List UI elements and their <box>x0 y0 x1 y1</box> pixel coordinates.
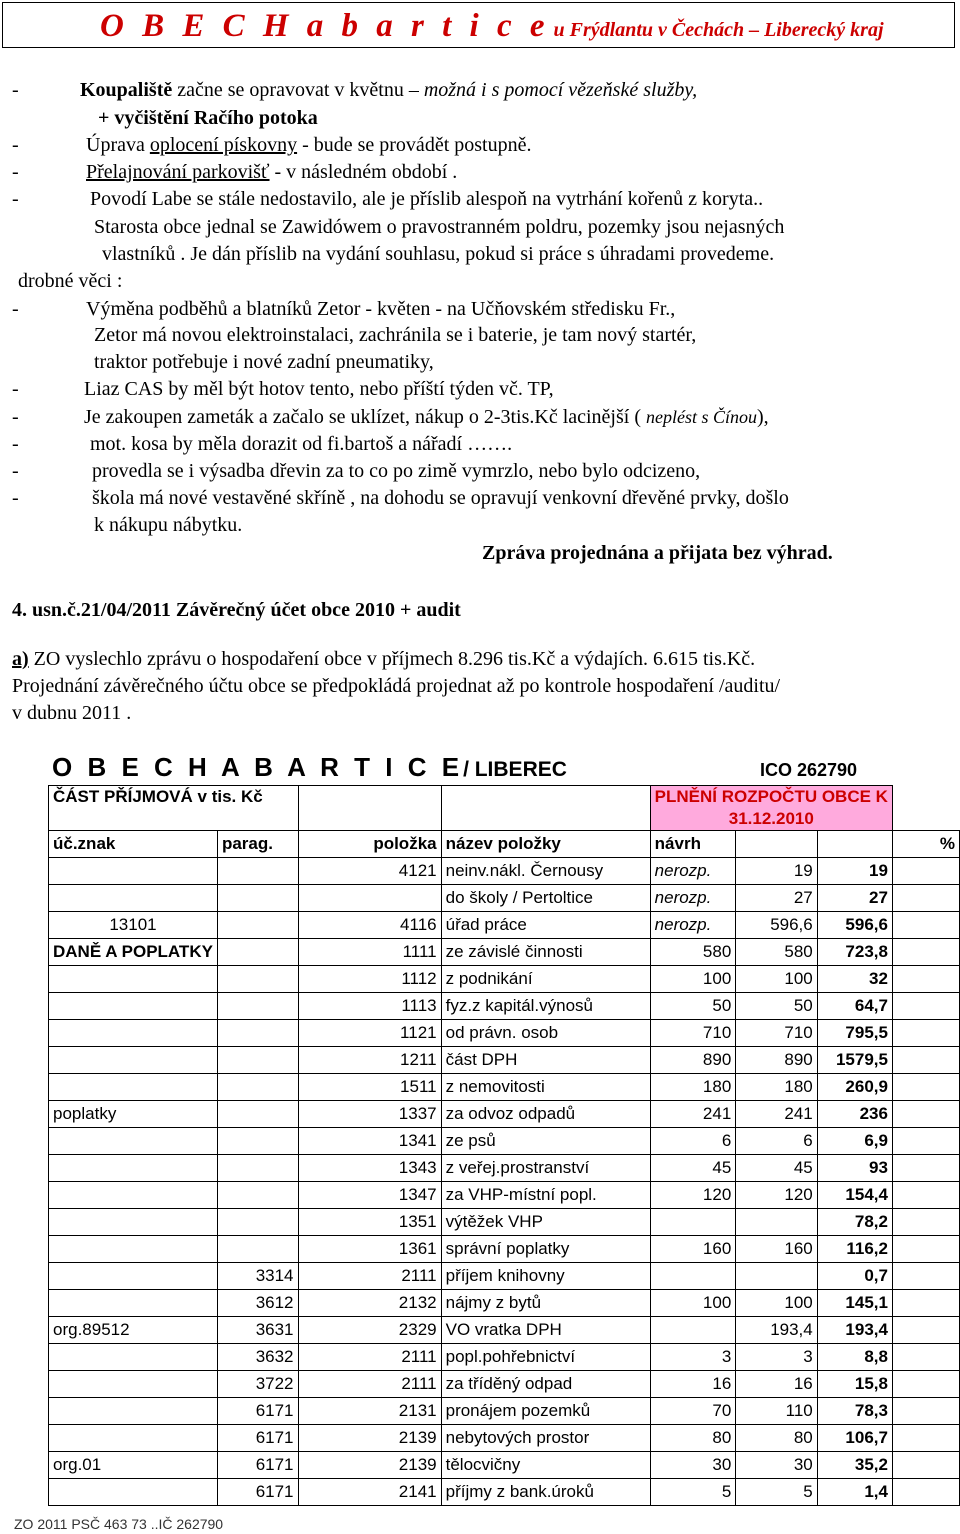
cell-parag <box>217 858 298 885</box>
cell-uc-znak <box>49 1128 218 1155</box>
table-row <box>49 885 960 912</box>
cell-uc-znak <box>49 1209 218 1236</box>
cell-parag <box>217 1155 298 1182</box>
cell-pct <box>892 993 959 1020</box>
cell-navrh: 50 <box>650 993 736 1020</box>
cell-navrh: 180 <box>650 1074 736 1101</box>
cell-nazev: do školy / Pertoltice <box>441 885 650 912</box>
cell-uc-znak <box>49 858 218 885</box>
cell-uc-znak: 13101 <box>49 912 218 939</box>
cell-navrh: 580 <box>650 939 736 966</box>
cell-parag <box>217 912 298 939</box>
line-starosta: Starosta obce jednal se Zawidówem o pravostranném poldru, pozemky jsou nejasných <box>94 216 785 238</box>
cell-upraveny: 19 <box>736 858 817 885</box>
cell-parag <box>217 885 298 912</box>
cell-uc-znak <box>49 1398 218 1425</box>
cell-parag <box>217 1047 298 1074</box>
cell-upraveny: 100 <box>736 966 817 993</box>
line-kosa: - mot. kosa by měla dorazit od fi.bartoš a nářadí ……. <box>12 433 513 455</box>
cell-plneni: 723,8 <box>817 939 892 966</box>
cell-uc-znak <box>49 1263 218 1290</box>
cell-polozka: 1343 <box>298 1155 441 1182</box>
cell-parag: 3722 <box>217 1371 298 1398</box>
cell-plneni: 93 <box>817 1155 892 1182</box>
cell-nazev: za tříděný odpad <box>441 1371 650 1398</box>
cell-parag: 6171 <box>217 1479 298 1506</box>
cell-pct <box>892 1479 959 1506</box>
cell-upraveny: 45 <box>736 1155 817 1182</box>
cell-plneni: 78,3 <box>817 1398 892 1425</box>
cell-uc-znak <box>49 885 218 912</box>
cell-uc-znak <box>49 993 218 1020</box>
line-vysadba: - provedla se i výsadba dřevin za to co po zimě vymrzlo, nebo bylo odcizeno, <box>12 460 701 482</box>
cell-plneni: 15,8 <box>817 1371 892 1398</box>
cell-upraveny: 180 <box>736 1074 817 1101</box>
line-koupaliste: - Koupaliště začne se opravovat v květnu – možná i s pomocí vězeňské služby, <box>12 79 698 101</box>
line-liaz: - Liaz CAS by měl být hotov tento, nebo příští týden vč. TP, <box>12 378 554 400</box>
cell-plneni: 8,8 <box>817 1344 892 1371</box>
cell-uc-znak: DANĚ A POPLATKY <box>49 939 218 966</box>
approved-note: Zpráva projednána a přijata bez výhrad. <box>482 542 833 564</box>
cell-plneni: 78,2 <box>817 1209 892 1236</box>
cell-polozka: 1361 <box>298 1236 441 1263</box>
cell-pct <box>892 1452 959 1479</box>
cell-parag: 3631 <box>217 1317 298 1344</box>
cell-polozka: 1113 <box>298 993 441 1020</box>
cell-upraveny: 193,4 <box>736 1317 817 1344</box>
cell-navrh: 30 <box>650 1452 736 1479</box>
cell-navrh: 3 <box>650 1344 736 1371</box>
table-row <box>49 1371 960 1398</box>
cell-plneni: 6,9 <box>817 1128 892 1155</box>
cell-navrh: 890 <box>650 1047 736 1074</box>
cell-uc-znak <box>49 1371 218 1398</box>
footer: ZO 2011 PSČ 463 73 ..IČ 262790 <box>14 1516 224 1532</box>
cell-pct <box>892 1155 959 1182</box>
table-header-row1 <box>49 786 960 831</box>
cell-navrh: 16 <box>650 1371 736 1398</box>
cell-plneni: 1,4 <box>817 1479 892 1506</box>
cell-plneni: 145,1 <box>817 1290 892 1317</box>
resolution-title: 4. usn.č.21/04/2011 Závěrečný účet obce 2010 + audit <box>12 599 461 621</box>
cell-polozka: 1347 <box>298 1182 441 1209</box>
cell-uc-znak: org.89512 <box>49 1317 218 1344</box>
cell-upraveny: 80 <box>736 1425 817 1452</box>
cell-parag: 3612 <box>217 1290 298 1317</box>
cell-plneni: 106,7 <box>817 1425 892 1452</box>
cell-uc-znak <box>49 1074 218 1101</box>
cell-nazev: neinv.nákl. Černousy <box>441 858 650 885</box>
table-row <box>49 858 960 885</box>
line-vymena: - Výměna podběhů a blatníků Zetor - květen - na Učňovském středisku Fr., <box>12 298 676 320</box>
cell-nazev: nájmy z bytů <box>441 1290 650 1317</box>
line-skola: - škola má nové vestavěné skříně , na dohodu se opravují venkovní dřevěné prvky, došlo <box>12 487 789 509</box>
cell-nazev: z podnikání <box>441 966 650 993</box>
cell-polozka: 2139 <box>298 1452 441 1479</box>
cell-polozka: 1111 <box>298 939 441 966</box>
cell-parag <box>217 1209 298 1236</box>
cell-polozka: 4121 <box>298 858 441 885</box>
cell-polozka: 1112 <box>298 966 441 993</box>
cell-plneni: 236 <box>817 1101 892 1128</box>
cell-nazev: od právn. osob <box>441 1020 650 1047</box>
cell-nazev: pronájem pozemků <box>441 1398 650 1425</box>
cell-polozka: 1341 <box>298 1128 441 1155</box>
cell-plneni: 193,4 <box>817 1317 892 1344</box>
cell-uc-znak <box>49 1344 218 1371</box>
table-row <box>49 966 960 993</box>
cell-navrh <box>650 1317 736 1344</box>
cell-pct <box>892 1290 959 1317</box>
cell-nazev: ze závislé činnosti <box>441 939 650 966</box>
cell-parag <box>217 1101 298 1128</box>
col-polozka: položka <box>298 831 441 858</box>
cell-navrh: nerozp. <box>650 885 736 912</box>
cell-pct <box>892 1101 959 1128</box>
table-row <box>49 939 960 966</box>
line-parkoviste: - Přelajnování parkovišť - v následném období . <box>12 161 458 183</box>
cell-polozka: 1121 <box>298 1020 441 1047</box>
line-drobne-veci: drobné věci : <box>18 270 123 292</box>
cell-upraveny: 596,6 <box>736 912 817 939</box>
cell-polozka <box>298 885 441 912</box>
cell-pct <box>892 1317 959 1344</box>
cell-navrh: nerozp. <box>650 858 736 885</box>
cell-plneni: 64,7 <box>817 993 892 1020</box>
cell-polozka: 2132 <box>298 1290 441 1317</box>
cell-navrh: 241 <box>650 1101 736 1128</box>
cell-nazev: za VHP-místní popl. <box>441 1182 650 1209</box>
table-row <box>49 1425 960 1452</box>
table-row <box>49 1452 960 1479</box>
cell-parag <box>217 1020 298 1047</box>
cell-navrh: 100 <box>650 1290 736 1317</box>
table-row <box>49 993 960 1020</box>
cell-pct <box>892 912 959 939</box>
cell-nazev: fyz.z kapitál.výnosů <box>441 993 650 1020</box>
cell-plneni: 154,4 <box>817 1182 892 1209</box>
cell-nazev: popl.pohřebnictví <box>441 1344 650 1371</box>
cell-uc-znak: poplatky <box>49 1101 218 1128</box>
resolution-a: a) ZO vyslechlo zprávu o hospodaření obce v příjmech 8.296 tis.Kč a výdajích. 6.615 tis.Kč. <box>12 648 756 670</box>
cell-plneni: 116,2 <box>817 1236 892 1263</box>
cell-pct <box>892 1425 959 1452</box>
title-sub: u Frýdlantu v Čechách – Liberecký kraj <box>553 19 884 41</box>
resolution-line3: v dubnu 2011 . <box>12 702 132 724</box>
cell-polozka: 2111 <box>298 1263 441 1290</box>
cell-plneni: 27 <box>817 885 892 912</box>
table-row <box>49 1101 960 1128</box>
cell-pct <box>892 1263 959 1290</box>
table-row <box>49 1020 960 1047</box>
table-header-row2 <box>49 831 960 858</box>
table-row <box>49 1209 960 1236</box>
cell-parag <box>217 1182 298 1209</box>
cell-upraveny: 6 <box>736 1128 817 1155</box>
cell-polozka: 2329 <box>298 1317 441 1344</box>
cell-upraveny: 27 <box>736 885 817 912</box>
cell-navrh: 70 <box>650 1398 736 1425</box>
cell-nazev: část DPH <box>441 1047 650 1074</box>
cell-upraveny: 110 <box>736 1398 817 1425</box>
cell-pct <box>892 1209 959 1236</box>
cell-navrh: 45 <box>650 1155 736 1182</box>
table-row <box>49 1074 960 1101</box>
cell-pct <box>892 1128 959 1155</box>
table-obec-title: O B E C H A B A R T I C E/ LIBEREC <box>52 752 567 782</box>
cell-upraveny: 241 <box>736 1101 817 1128</box>
cell-pct <box>892 885 959 912</box>
cell-uc-znak <box>49 1155 218 1182</box>
cell-pct <box>892 858 959 885</box>
cell-uc-znak <box>49 1047 218 1074</box>
col-uc-znak: úč.znak <box>49 831 218 858</box>
cell-parag: 6171 <box>217 1398 298 1425</box>
cell-upraveny: 5 <box>736 1479 817 1506</box>
cell-parag <box>217 966 298 993</box>
cell-nazev: příjem knihovny <box>441 1263 650 1290</box>
table-row <box>49 1479 960 1506</box>
table-row <box>49 1182 960 1209</box>
cell-upraveny <box>736 1263 817 1290</box>
cast-prijmova: ČÁST PŘÍJMOVÁ v tis. Kč <box>49 786 299 831</box>
line-nabytek: k nákupu nábytku. <box>94 514 243 536</box>
col-parag: parag. <box>217 831 298 858</box>
cell-polozka: 1211 <box>298 1047 441 1074</box>
cell-polozka: 2111 <box>298 1371 441 1398</box>
cell-parag <box>217 1128 298 1155</box>
table-row <box>49 912 960 939</box>
cell-polozka: 2131 <box>298 1398 441 1425</box>
cell-uc-znak <box>49 1290 218 1317</box>
cell-pct <box>892 1398 959 1425</box>
cell-uc-znak <box>49 1479 218 1506</box>
cell-navrh: 6 <box>650 1128 736 1155</box>
line-rací-potok: + vyčištění Račího potoka <box>98 107 318 129</box>
cell-plneni: 0,7 <box>817 1263 892 1290</box>
cell-navrh: 160 <box>650 1236 736 1263</box>
cell-nazev: příjmy z bank.úroků <box>441 1479 650 1506</box>
cell-plneni: 1579,5 <box>817 1047 892 1074</box>
cell-parag: 3314 <box>217 1263 298 1290</box>
cell-navrh <box>650 1263 736 1290</box>
cell-polozka: 2141 <box>298 1479 441 1506</box>
line-zetor: Zetor má novou elektroinstalaci, zachránila se i baterie, je tam nový startér, <box>94 324 697 346</box>
col-nazev: název položky <box>441 831 650 858</box>
table-row <box>49 1047 960 1074</box>
resolution-line2: Projednání závěrečného účtu obce se předpokládá projednat až po kontrole hospodaření /auditu/ <box>12 675 781 697</box>
table-row <box>49 1398 960 1425</box>
cell-polozka: 4116 <box>298 912 441 939</box>
cell-nazev: z veřej.prostranství <box>441 1155 650 1182</box>
cell-nazev: nebytových prostor <box>441 1425 650 1452</box>
cell-pct <box>892 1236 959 1263</box>
cell-navrh: 5 <box>650 1479 736 1506</box>
table-row <box>49 1317 960 1344</box>
cell-parag <box>217 993 298 1020</box>
cell-navrh: 80 <box>650 1425 736 1452</box>
budget-table <box>48 785 960 1506</box>
cell-upraveny: 890 <box>736 1047 817 1074</box>
cell-upraveny: 50 <box>736 993 817 1020</box>
cell-polozka: 1351 <box>298 1209 441 1236</box>
cell-upraveny: 3 <box>736 1344 817 1371</box>
cell-navrh: nerozp. <box>650 912 736 939</box>
cell-nazev: správní poplatky <box>441 1236 650 1263</box>
cell-plneni: 596,6 <box>817 912 892 939</box>
cell-upraveny: 30 <box>736 1452 817 1479</box>
cell-polozka: 1337 <box>298 1101 441 1128</box>
line-pisковна: - Úprava oplocení pískovny - bude se provádět postupně. <box>12 134 532 156</box>
cell-upraveny <box>736 1209 817 1236</box>
cell-upraveny: 580 <box>736 939 817 966</box>
title-main: O B E C H a b a r t i c e <box>100 8 550 44</box>
cell-polozka: 2139 <box>298 1425 441 1452</box>
cell-upraveny: 160 <box>736 1236 817 1263</box>
cell-plneni: 260,9 <box>817 1074 892 1101</box>
cell-uc-znak <box>49 1020 218 1047</box>
ico-label: ICO 262790 <box>760 760 858 780</box>
line-zametak: - Je zakoupen zameták a začalo se uklízet, nákup o 2-3tis.Kč lacinější ( neplést s Čínou), <box>12 406 769 428</box>
cell-polozka: 1511 <box>298 1074 441 1101</box>
cell-parag: 3632 <box>217 1344 298 1371</box>
cell-uc-znak <box>49 966 218 993</box>
cell-parag <box>217 1074 298 1101</box>
plneni-header: PLNĚNÍ ROZPOČTU OBCE K 31.12.2010 <box>650 786 892 831</box>
cell-upraveny: 710 <box>736 1020 817 1047</box>
cell-parag <box>217 1236 298 1263</box>
cell-parag <box>217 939 298 966</box>
cell-plneni: 32 <box>817 966 892 993</box>
table-row <box>49 1290 960 1317</box>
table-row <box>49 1263 960 1290</box>
page-title <box>100 8 884 45</box>
cell-upraveny: 16 <box>736 1371 817 1398</box>
cell-pct <box>892 966 959 993</box>
cell-uc-znak <box>49 1182 218 1209</box>
table-row <box>49 1155 960 1182</box>
cell-navrh: 710 <box>650 1020 736 1047</box>
table-row <box>49 1128 960 1155</box>
cell-pct <box>892 1371 959 1398</box>
cell-pct <box>892 1182 959 1209</box>
cell-nazev: ze psů <box>441 1128 650 1155</box>
col-pct: % <box>892 831 959 858</box>
cell-navrh: 120 <box>650 1182 736 1209</box>
cell-parag: 6171 <box>217 1425 298 1452</box>
table-row <box>49 1236 960 1263</box>
cell-upraveny: 120 <box>736 1182 817 1209</box>
line-povodi: - Povodí Labe se stále nedostavilo, ale je příslib alespoň na vytrhání kořenů z koryta.. <box>12 188 764 210</box>
line-vlastniku: vlastníků . Je dán příslib na vydání souhlasu, pokud si práce s úhradami provedeme. <box>102 243 775 265</box>
cell-navrh: 100 <box>650 966 736 993</box>
cell-nazev: z nemovitosti <box>441 1074 650 1101</box>
cell-nazev: VO vratka DPH <box>441 1317 650 1344</box>
cell-uc-znak: org.01 <box>49 1452 218 1479</box>
cell-pct <box>892 1047 959 1074</box>
cell-nazev: za odvoz odpadů <box>441 1101 650 1128</box>
cell-pct <box>892 939 959 966</box>
cell-uc-znak <box>49 1236 218 1263</box>
table-body <box>49 858 960 1506</box>
cell-pct <box>892 1074 959 1101</box>
cell-parag: 6171 <box>217 1452 298 1479</box>
col-navrh: návrh <box>650 831 736 858</box>
cell-upraveny: 100 <box>736 1290 817 1317</box>
cell-plneni: 795,5 <box>817 1020 892 1047</box>
cell-pct <box>892 1344 959 1371</box>
line-traktor: traktor potřebuje i nové zadní pneumatiky, <box>94 351 434 373</box>
cell-uc-znak <box>49 1425 218 1452</box>
cell-pct <box>892 1020 959 1047</box>
cell-polozka: 2111 <box>298 1344 441 1371</box>
cell-plneni: 35,2 <box>817 1452 892 1479</box>
cell-nazev: úřad práce <box>441 912 650 939</box>
cell-nazev: výtěžek VHP <box>441 1209 650 1236</box>
cell-nazev: tělocvičny <box>441 1452 650 1479</box>
cell-navrh <box>650 1209 736 1236</box>
table-row <box>49 1344 960 1371</box>
cell-plneni: 19 <box>817 858 892 885</box>
